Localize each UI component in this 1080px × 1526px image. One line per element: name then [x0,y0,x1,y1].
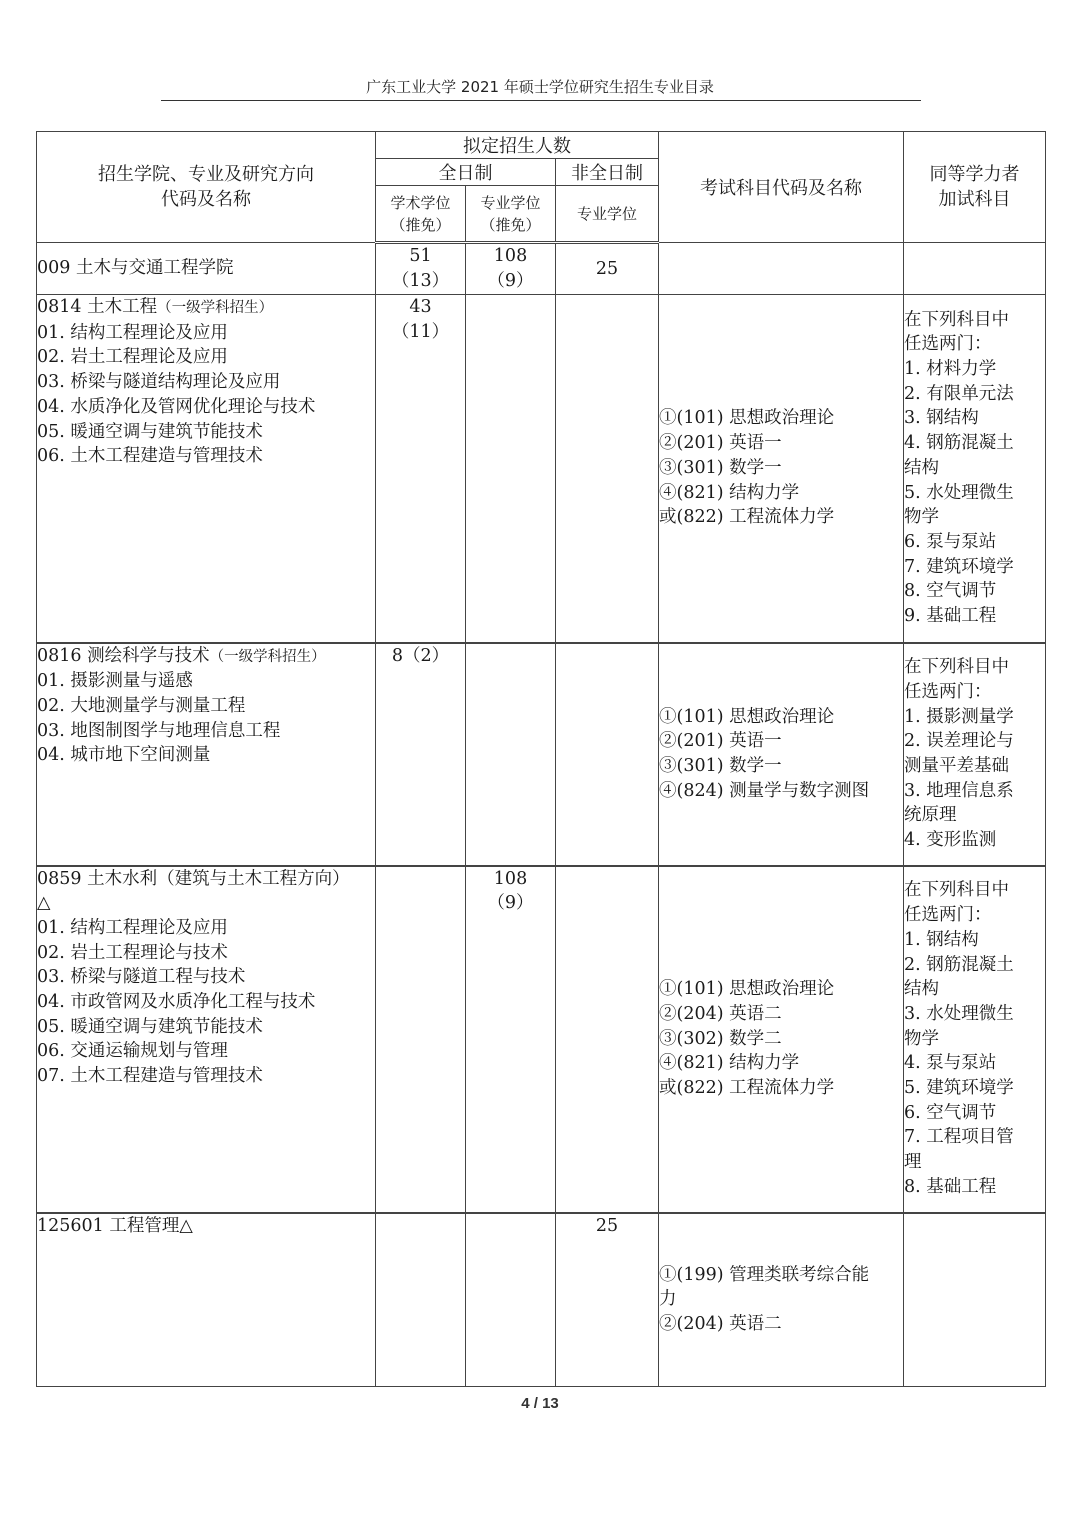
equivalent-line: 5. 建筑环境学 [904,1078,1014,1099]
col-major-header-line2: 代码及名称 [161,189,251,210]
col-major-header [37,132,376,243]
exam-subject: ①(101) 思想政治理论 [659,979,835,1000]
college-professional-count: 108 [493,246,528,266]
direction-item: 03. 桥梁与隧道工程与技术 [37,967,246,988]
equivalent-line: 2. 有限单元法 [904,383,1014,404]
equivalent-line: 6. 泵与泵站 [904,532,997,552]
equivalent-line: 8. 基础工程 [904,1176,997,1197]
direction-item: 05. 暖通空调与建筑节能技术 [37,421,263,442]
exam-subjects-cell [659,866,904,1213]
page-number: 4 / 13 [521,1395,559,1412]
equivalent-line: 任选两门： [904,905,992,926]
exam-subject: 或(822) 工程流体力学 [659,1078,835,1099]
equivalent-line: 2. 钢筋混凝土 [904,954,1014,975]
equivalent-line: 物学 [904,1028,940,1049]
equivalent-subjects-cell [904,1213,1046,1387]
part-time-professional-header: 专业学位 [556,186,659,243]
part-time-count-cell [556,1213,659,1387]
equivalent-line: 7. 工程项目管 [904,1127,1014,1148]
equivalent-subjects-cell [904,866,1046,1213]
exam-subject: ①(101) 思想政治理论 [659,706,835,727]
exam-subject: ②(204) 英语二 [659,1003,782,1024]
exam-header: 考试科目代码及名称 [659,132,904,243]
exam-subject: 力 [659,1289,677,1310]
equivalent-line: 3. 钢结构 [904,408,979,429]
major-name-cell [37,295,376,643]
exam-subjects-cell [659,643,904,866]
exam-subject: ④(821) 结构力学 [659,482,800,503]
direction-item: 06. 土木工程建造与管理技术 [37,446,263,467]
major-name-cell [37,866,376,1213]
equivalent-header-line1: 同等学力者 [929,164,1020,185]
full-time-header: 全日制 [376,159,556,186]
equivalent-line: 1. 摄影测量学 [904,706,1014,727]
equivalent-line: 9. 基础工程 [904,606,997,627]
equivalent-subjects-cell [904,643,1046,866]
professional-degree-header [466,186,556,243]
catalog-table [36,131,1046,1387]
professional-count-cell [466,643,556,866]
equivalent-line: 在下列科目中 [904,657,1010,678]
equivalent-line: 5. 水处理微生 [904,482,1014,503]
academic-header-line2: （推免） [390,215,451,234]
part-time-count-cell [556,866,659,1213]
direction-item: 01. 摄影测量与遥感 [37,671,193,692]
exam-subject: ④(821) 结构力学 [659,1053,800,1074]
direction-item: 07. 土木工程建造与管理技术 [37,1066,263,1087]
equivalent-line: 在下列科目中 [904,880,1010,901]
direction-item: 02. 岩土工程理论及应用 [37,347,228,368]
academic-count: 8（2） [391,645,450,666]
direction-item: 06. 交通运输规划与管理 [37,1041,228,1062]
col-major-header-line1: 招生学院、专业及研究方向 [98,164,314,185]
equivalent-line: 结构 [904,457,940,478]
direction-item: 05. 暖通空调与建筑节能技术 [37,1016,263,1037]
exam-subject: ②(201) 英语一 [659,433,782,454]
major-name-cell [37,643,376,866]
college-academic [376,243,466,295]
planned-header: 拟定招生人数 [376,132,659,159]
equivalent-header [904,132,1046,243]
major-row [37,295,1046,643]
equivalent-header-line2: 加试科目 [938,189,1011,210]
equivalent-line: 1. 钢结构 [904,929,979,950]
exam-subjects-cell [659,1213,904,1387]
college-academic-exempt: （13） [391,270,450,291]
college-professional-exempt: （9） [487,270,534,291]
major-note: （一级学科招生） [209,648,326,665]
college-academic-count: 51 [409,246,432,266]
equivalent-line: 4. 变形监测 [904,830,997,851]
equivalent-line: 物学 [904,507,940,528]
academic-degree-header [376,186,466,243]
equivalent-line: 4. 泵与泵站 [904,1053,997,1074]
academic-count-cell [376,643,466,866]
equivalent-line: 3. 水处理微生 [904,1003,1014,1024]
college-name: 009 土木与交通工程学院 [37,243,376,295]
professional-count-cell [466,295,556,643]
exam-subjects-cell [659,295,904,643]
part-time-count-cell [556,295,659,643]
major-row [37,643,1046,866]
major-title: 0814 土木工程（一级学科招生） [37,297,274,317]
major-title-mark: △ [37,893,51,914]
professional-exempt: （9） [487,893,534,914]
page-header: 广东工业大学 2021 年硕士学位研究生招生专业目录 [366,78,714,96]
academic-count-cell [376,1213,466,1387]
equivalent-line: 结构 [904,979,940,1000]
part-time-count-cell [556,643,659,866]
exam-subject: ①(101) 思想政治理论 [659,408,835,429]
header-rule [161,100,921,101]
college-part-time: 25 [556,243,659,295]
equivalent-subjects-cell [904,295,1046,643]
academic-count: 43 [409,297,432,317]
professional-header-line1: 专业学位 [480,193,541,212]
exam-subject: ③(302) 数学二 [659,1028,782,1049]
college-exam [659,243,904,295]
equivalent-line: 测量平差基础 [904,756,1010,776]
exam-subject: ②(201) 英语一 [659,731,782,752]
exam-subject: 或(822) 工程流体力学 [659,507,835,528]
equivalent-line: 7. 建筑环境学 [904,556,1014,577]
academic-header-line1: 学术学位 [390,193,451,212]
academic-count-cell [376,866,466,1213]
direction-item: 02. 大地测量学与测量工程 [37,695,246,716]
direction-item: 02. 岩土工程理论与技术 [37,942,228,963]
major-title: 125601 工程管理△ [37,1215,193,1236]
direction-item: 03. 地图制图学与地理信息工程 [37,720,281,741]
exam-subject: ③(301) 数学一 [659,756,782,776]
major-name-cell [37,1213,376,1387]
major-row [37,1213,1046,1387]
exam-subject: ③(301) 数学一 [659,457,782,478]
college-row [37,243,1046,295]
equivalent-line: 任选两门： [904,334,992,355]
equivalent-line: 2. 误差理论与 [904,731,1014,752]
direction-item: 03. 桥梁与隧道结构理论及应用 [37,372,281,393]
exam-subject: ④(824) 测量学与数字测图 [659,780,870,801]
equivalent-line: 1. 材料力学 [904,359,997,380]
equivalent-line: 6. 空气调节 [904,1102,997,1123]
professional-header-line2: （推免） [480,215,541,234]
major-note: （一级学科招生） [157,300,274,316]
equivalent-line: 3. 地理信息系 [904,780,1014,801]
college-equivalent [904,243,1046,295]
equivalent-line: 8. 空气调节 [904,581,997,602]
equivalent-line: 理 [904,1152,922,1173]
professional-count-cell [466,1213,556,1387]
professional-count: 108 [493,868,528,889]
equivalent-line: 在下列科目中 [904,309,1010,330]
direction-item: 01. 结构工程理论及应用 [37,322,228,343]
direction-item: 04. 市政管网及水质净化工程与技术 [37,992,316,1013]
part-time-count: 25 [595,1215,619,1236]
equivalent-line: 4. 钢筋混凝土 [904,433,1014,454]
major-title: 0859 土木水利（建筑与土木工程方向） [37,868,350,889]
major-row [37,866,1046,1213]
equivalent-line: 任选两门： [904,681,992,702]
equivalent-line: 统原理 [904,805,957,826]
part-time-header: 非全日制 [556,159,659,186]
major-title: 0816 测绘科学与技术（一级学科招生） [37,645,326,666]
exam-subject: ①(199) 管理类联考综合能 [659,1264,870,1285]
college-professional [466,243,556,295]
direction-item: 01. 结构工程理论及应用 [37,917,228,938]
professional-count-cell [466,866,556,1213]
exam-subject: ②(204) 英语二 [659,1314,782,1335]
academic-exempt: （11） [391,321,450,342]
direction-item: 04. 水质净化及管网优化理论与技术 [37,396,316,417]
direction-item: 04. 城市地下空间测量 [37,745,211,766]
academic-count-cell [376,295,466,643]
